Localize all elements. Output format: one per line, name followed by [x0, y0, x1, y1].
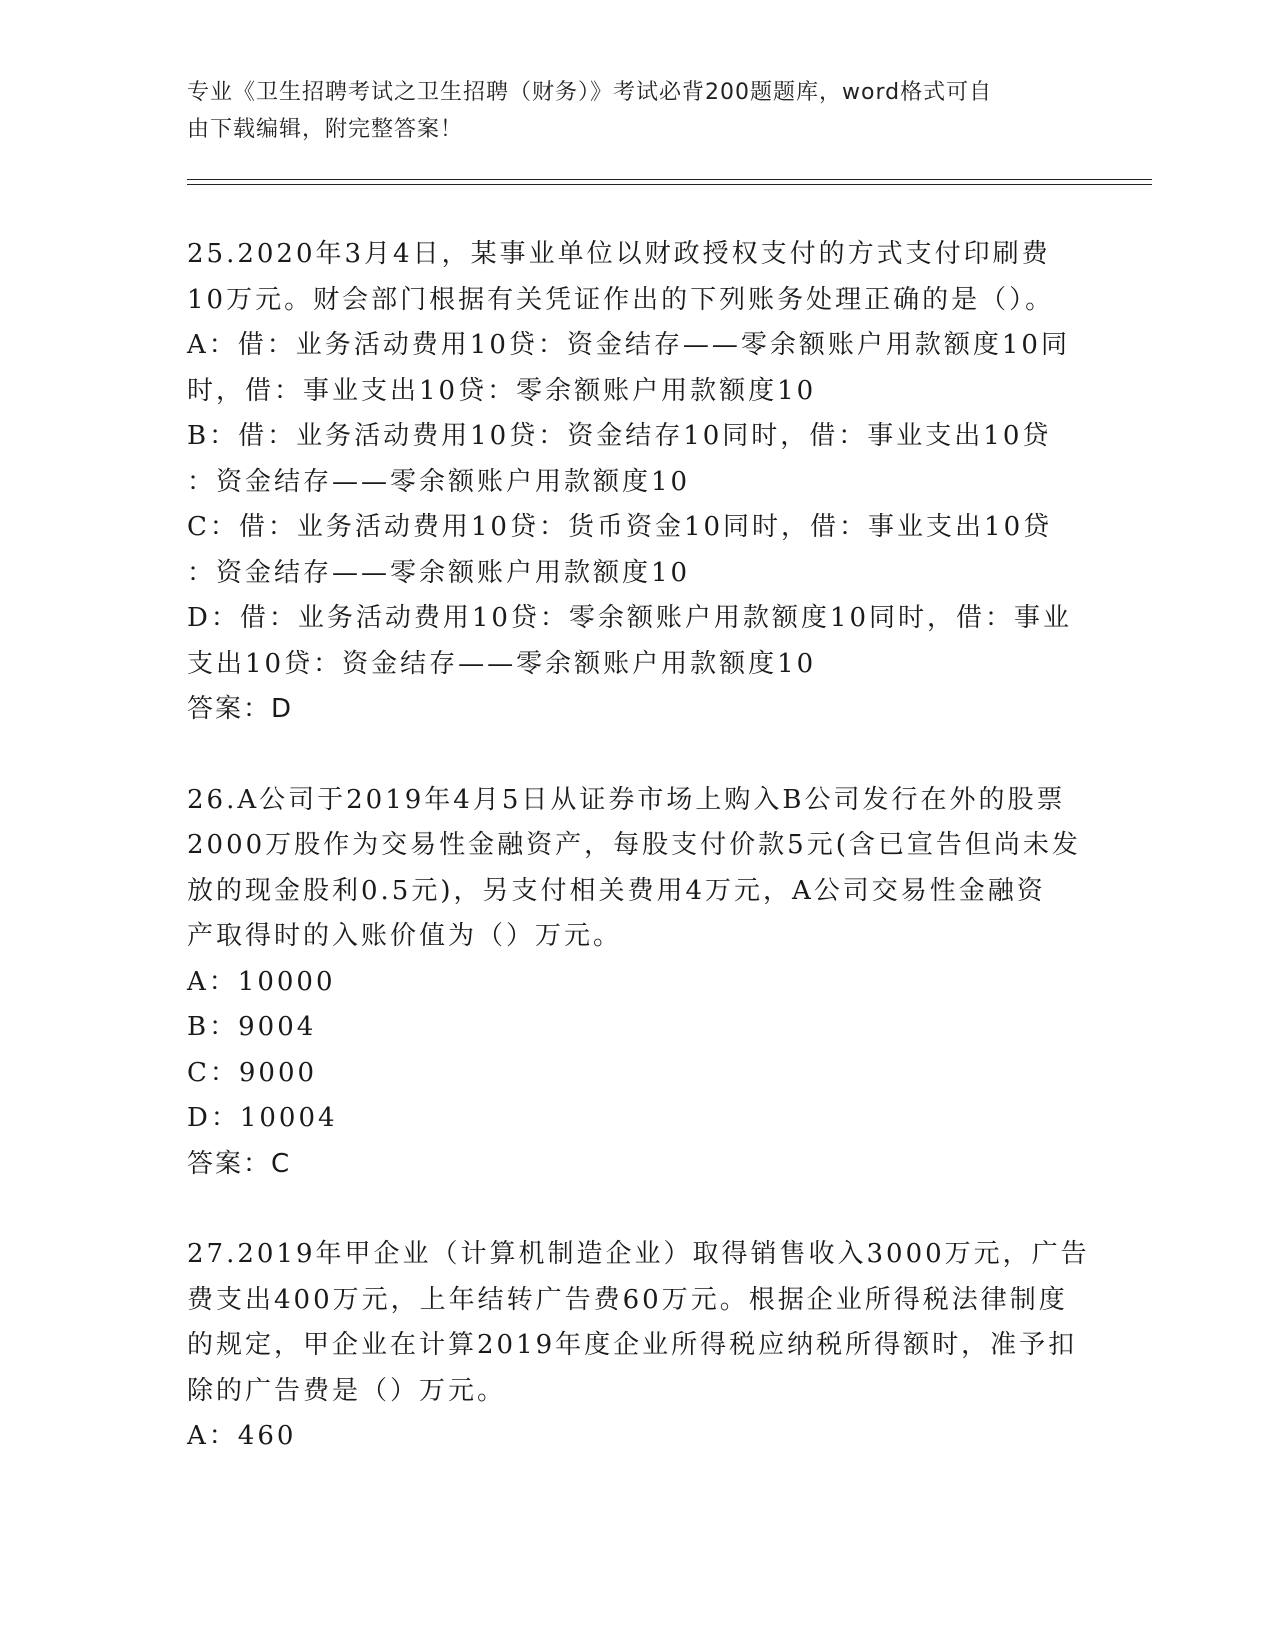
- question-line: 费支出400万元，上年结转广告费60万元。根据企业所得税法律制度: [187, 1284, 1068, 1315]
- option-a: A：460: [187, 1421, 297, 1451]
- question-line: 25.2020年3月4日，某事业单位以财政授权支付的方式支付印刷费: [187, 239, 1051, 269]
- header-line-2: 由下载编辑，附完整答案！: [187, 117, 464, 142]
- question-line: 产取得时的入账价值为（）万元。: [187, 921, 623, 951]
- option-a: A：借：业务活动费用10贷：资金结存——零余额账户用款额度10同: [187, 330, 1070, 360]
- question-line: 10万元。财会部门根据有关凭证作出的下列账务处理正确的是（）。: [187, 284, 1055, 315]
- option-d: D：借：业务活动费用10贷：零余额账户用款额度10同时，借：事业: [187, 603, 1073, 633]
- option-c: C：借：业务活动费用10贷：货币资金10同时，借：事业支出10贷: [187, 512, 1053, 542]
- question-27: [187, 1232, 1090, 1460]
- answer-label: 答案：D: [187, 694, 294, 724]
- question-list: [187, 232, 1090, 1460]
- header-divider-top: [187, 179, 1152, 180]
- document-header: [187, 74, 1067, 148]
- option-c-continued: ：资金结存——零余额账户用款额度10: [187, 557, 691, 588]
- option-d: D：10004: [187, 1103, 338, 1133]
- question-line: 除的广告费是（）万元。: [187, 1375, 507, 1406]
- option-a-continued: 时，借：事业支出10贷：零余额账户用款额度10: [187, 375, 817, 406]
- question-25: [187, 232, 1087, 733]
- question-26: [187, 778, 1087, 1188]
- header-divider-bottom: [187, 184, 1152, 185]
- header-line-1: 专业《卫生招聘考试之卫生招聘（财务）》考试必背200题题库，word格式可自: [187, 80, 993, 105]
- question-line: 27.2019年甲企业（计算机制造企业）取得销售收入3000万元，广告: [187, 1239, 1090, 1269]
- option-b: B：借：业务活动费用10贷：资金结存10同时，借：事业支出10贷: [187, 421, 1052, 451]
- option-b: B：9004: [187, 1012, 317, 1042]
- question-line: 26.A公司于2019年4月5日从证券市场上购入B公司发行在外的股票: [187, 784, 1066, 815]
- question-line: 的规定，甲企业在计算2019年度企业所得税应纳税所得额时，准予扣: [187, 1330, 1078, 1360]
- question-line: 2000万股作为交易性金融资产，每股支付价款5元(含已宣告但尚未发: [187, 830, 1081, 860]
- question-line: 放的现金股利0.5元)，另支付相关费用4万元，A公司交易性金融资: [187, 875, 1046, 906]
- option-c: C：9000: [187, 1057, 318, 1088]
- option-b-continued: ：资金结存——零余额账户用款额度10: [187, 466, 691, 497]
- option-a: A：10000: [187, 966, 336, 997]
- answer-label: 答案：C: [187, 1148, 292, 1179]
- option-d-continued: 支出10贷：资金结存——零余额账户用款额度10: [187, 648, 817, 679]
